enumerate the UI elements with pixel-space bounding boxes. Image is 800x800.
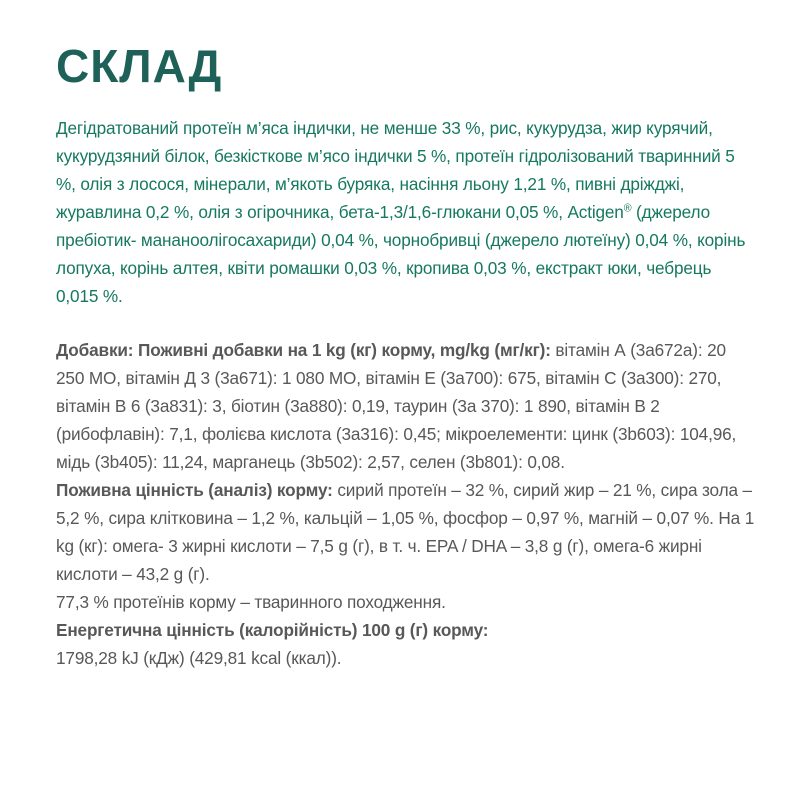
section-divider-space <box>56 310 756 336</box>
ingredients-text-after-trademark: (джерело пребіотик- мананоолігосахариди) 0,04 %, чорнобривці (джерело лютеїну) 0,04 %, корінь лопуха, корінь алтея, квіти ромашки 0,03 %, кропива 0,03 %, екстракт юки, чебрець 0,015 %. <box>56 202 746 306</box>
additives-body: вітамін А (3а672а): 20 250 МО, вітамін Д 3 (3а671): 1 080 МО, вітамін Е (3а700): 675, вітамін С (3а300): 270, вітамін В 6 (3а831): 3, біотин (3а880): 0,19, таурин (3а 370): 1 890, вітамін В 2 (рибофлавін): 7,1, фолієва кислота (3а316): 0,45; мікроелементи: цинк (3b603): 104,96, мідь (3b405): 11,24, марганець (3b502): 2,57, селен (3b801): 0,08. <box>56 340 737 472</box>
protein-origin-paragraph <box>56 588 756 616</box>
additives-label: Добавки: Поживні добавки на 1 kg (кг) корму, mg/kg (мг/кг): <box>56 340 551 360</box>
nutritional-value-label: Поживна цінність (аналіз) корму: <box>56 480 333 500</box>
analysis-section <box>56 336 756 672</box>
ingredients-paragraph <box>56 114 756 310</box>
energy-value-label: Енергетична цінність (калорійність) 100 g (г) корму: <box>56 620 489 640</box>
page-title: СКЛАД <box>56 40 223 92</box>
ingredients-text-before-trademark: Дегідратований протеїн м’яса індички, не менше 33 %, рис, кукурудза, жир курячий, кукурудзяний білок, безкісткове м’ясо індички 5 %, протеїн гідролізований тваринний 5 %, олія з лосося, мінерали, м’якоть буряка, насіння льону 1,21 %, пивні дріжджі, журавлина 0,2 %, олія з огірочника, бета-1,3/1,6-глюкани 0,05 %, Actigen <box>56 118 735 222</box>
protein-origin-text: 77,3 % протеїнів корму – тваринного походження. <box>56 592 446 612</box>
content-container <box>56 40 756 672</box>
energy-value-amount-paragraph <box>56 644 756 672</box>
nutritional-value-body: сирий протеїн – 32 %, сирий жир – 21 %, сира зола – 5,2 %, сира клітковина – 1,2 %, кальцій – 1,05 %, фосфор – 0,97 %, магній – 0,07 %. На 1 kg (кг): омега- 3 жирні кислоти – 7,5 g (г), в т. ч. EPA / DHA – 3,8 g (г), омега-6 жирні кислоти – 43,2 g (г). <box>56 480 755 584</box>
additives-paragraph <box>56 336 756 476</box>
registered-trademark-icon: ® <box>623 202 632 215</box>
energy-value-amount: 1798,28 kJ (кДж) (429,81 kcal (ккал)). <box>56 648 342 668</box>
ingredients-section <box>56 114 756 310</box>
energy-value-paragraph <box>56 616 756 644</box>
nutritional-value-paragraph <box>56 476 756 588</box>
